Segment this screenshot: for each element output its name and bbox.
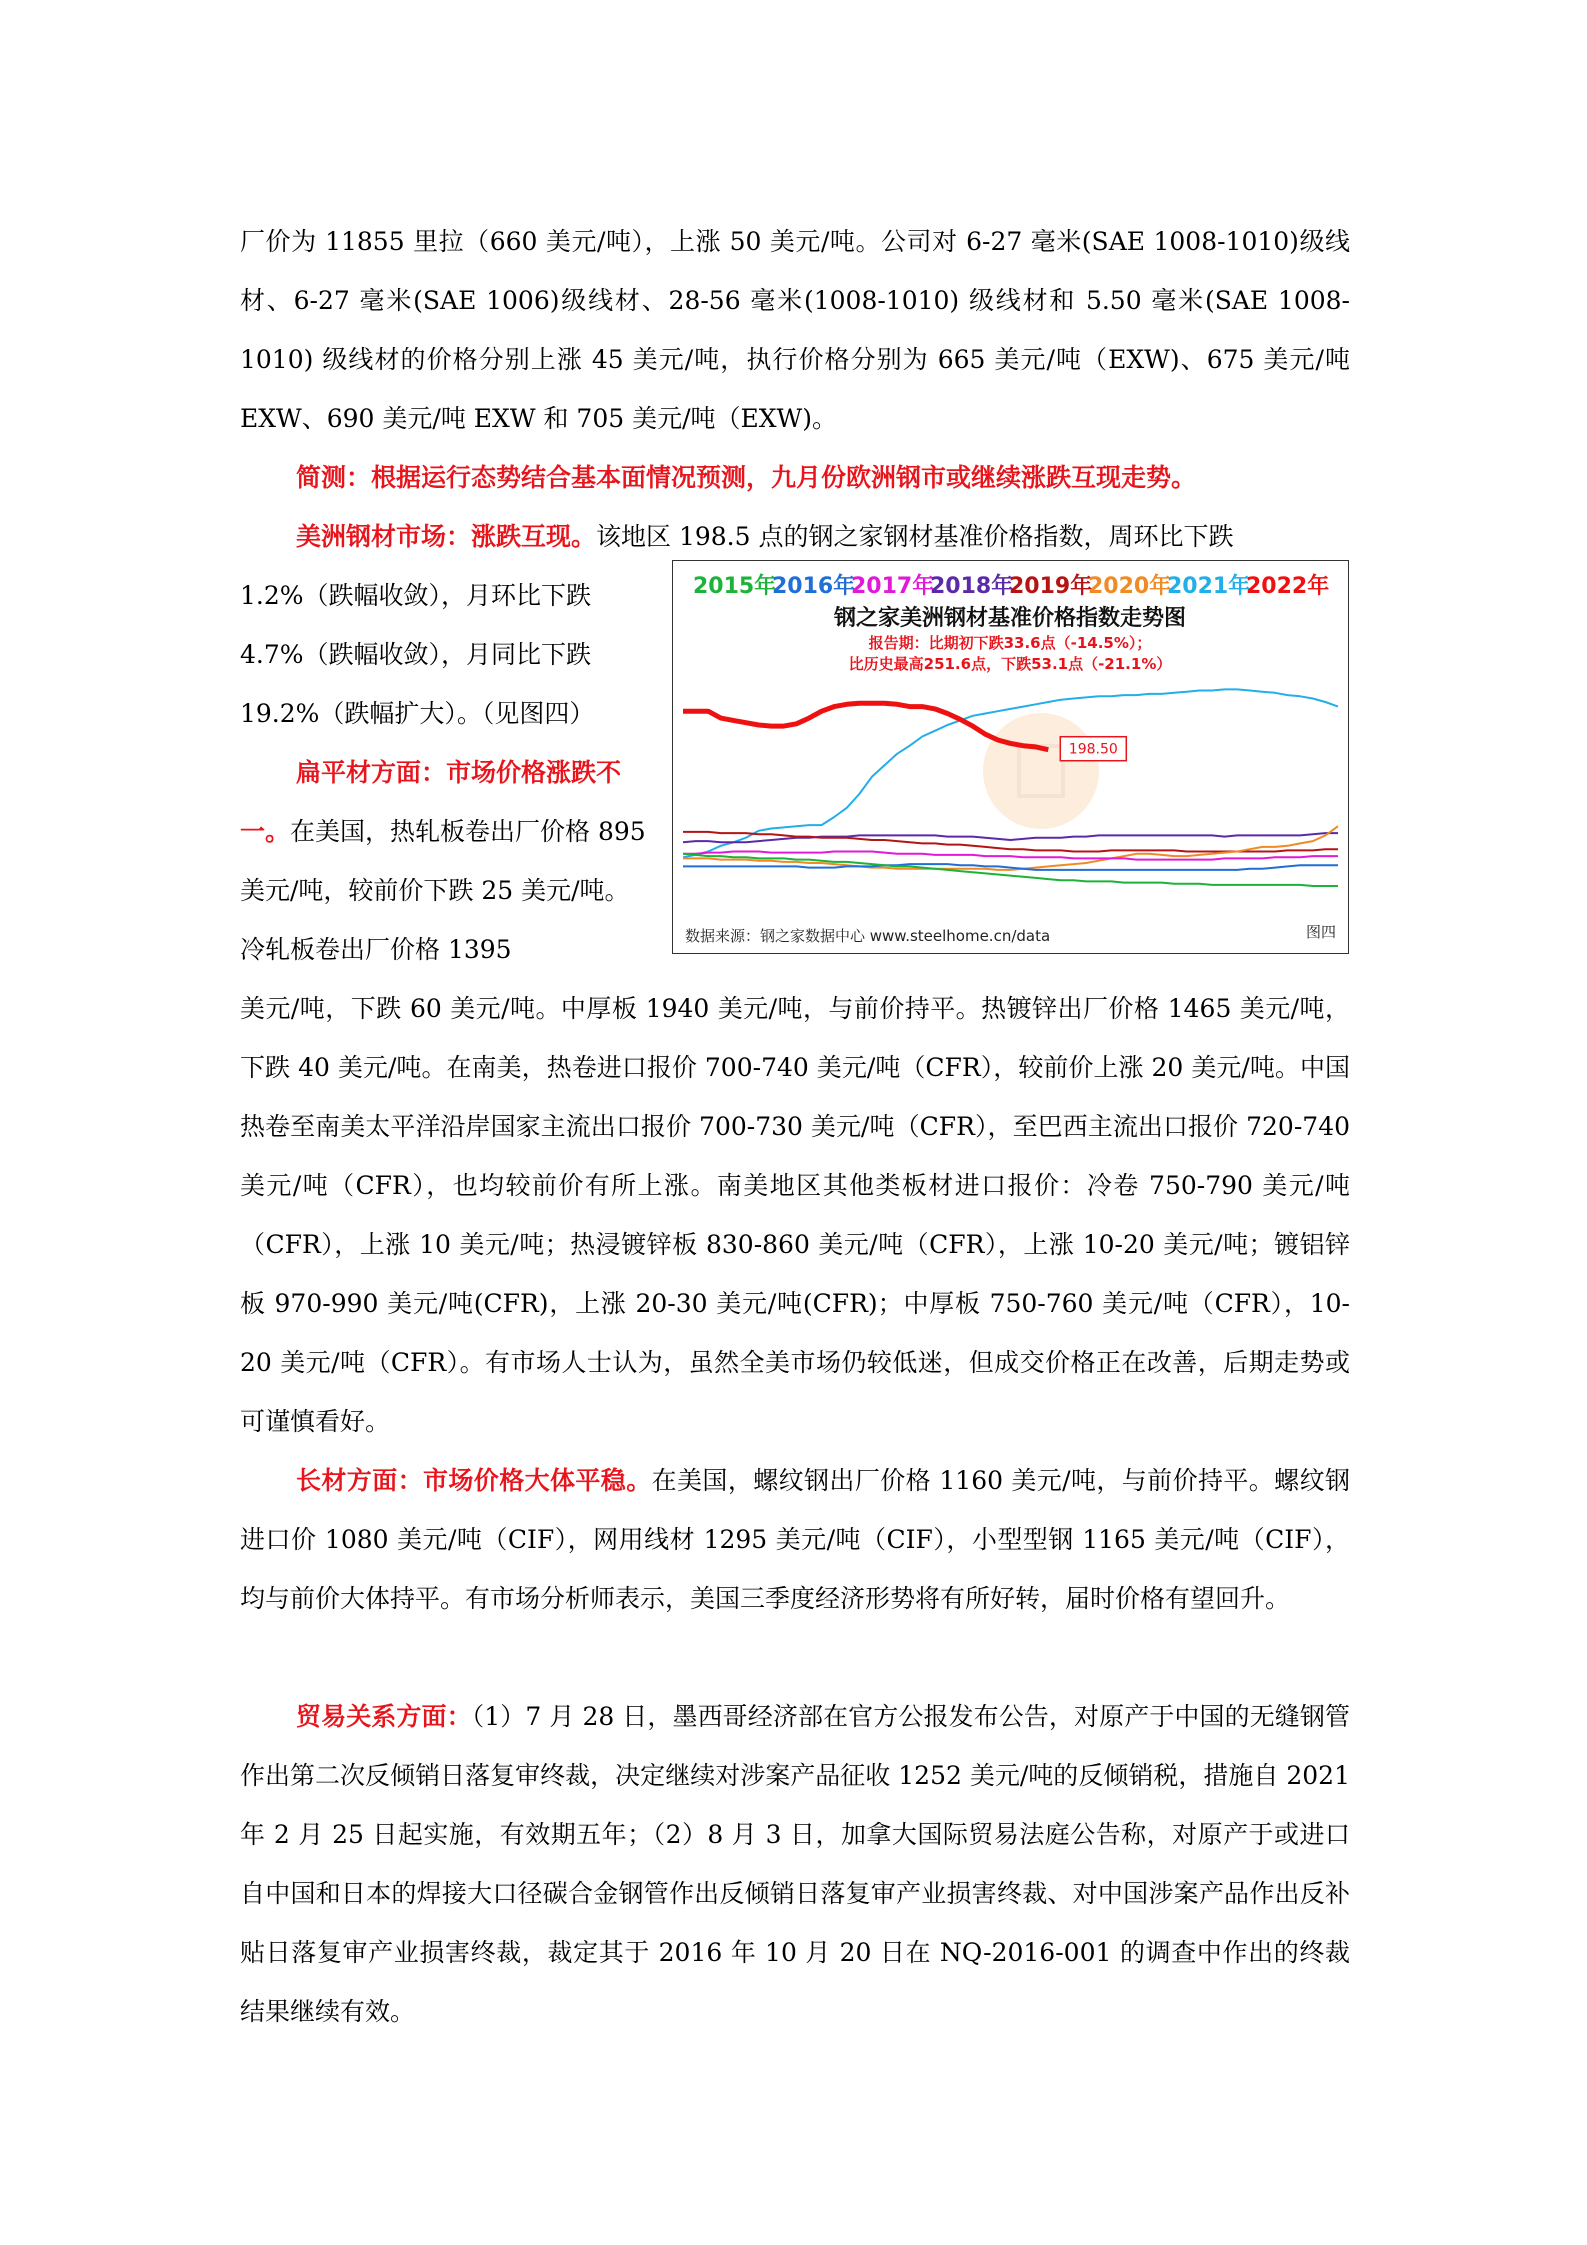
long-products-heading: 长材方面：市场价格大体平稳。: [296, 1466, 652, 1495]
paragraph-trade-relations: [240, 1687, 1350, 2041]
forecast-heading: 简测：根据运行态势结合基本面情况预测，九月份欧洲钢市或继续涨跌互现走势。: [296, 463, 1197, 492]
legend-entry-4: 2019年: [1009, 574, 1093, 599]
flat-products-wrap-text: 在美国，热轧板卷出厂价格 895 美元/吨，较前价下跌 25 美元/吨。冷轧板卷出厂价格 1395: [240, 817, 646, 964]
paragraph-long-products: [240, 1451, 1350, 1628]
legend-entry-6: 2021年: [1167, 574, 1251, 599]
last-value-label: 198.50: [1068, 741, 1118, 758]
legend-entry-3: 2018年: [930, 574, 1014, 599]
americas-index-text: 该地区 198.5 点的钢之家钢材基准价格指数，周环比下跌: [596, 522, 1234, 551]
legend-entry-0: 2015年: [693, 574, 777, 599]
last-value-callout: [1060, 737, 1126, 761]
paragraph-americas-intro: [240, 507, 1350, 566]
paragraph-flat-products: [240, 743, 650, 979]
chart-canvas: [673, 561, 1348, 953]
chart-figure-label: 图四: [1305, 923, 1336, 941]
chart-watermark: [983, 713, 1099, 829]
americas-steel-index-chart: [672, 560, 1349, 954]
long-products-text: 在美国，螺纹钢出厂价格 1160 美元/吨，与前价持平。螺纹钢进口价 1080 美元/吨（CIF），网用线材 1295 美元/吨（CIF），小型型钢 1165 美元/吨（CIF），均与前价大体持平。有市场分析师表示，美国三季度经济形势将有所好转，届时价格有望回升。: [240, 1466, 1350, 1613]
legend-entry-2: 2017年: [851, 574, 935, 599]
paragraph-flat-products-continued: 美元/吨，下跌 60 美元/吨。中厚板 1940 美元/吨，与前价持平。热镀锌出厂价格 1465 美元/吨，下跌 40 美元/吨。在南美，热卷进口报价 700-740 美元/吨（CFR），较前价上涨 20 美元/吨。中国热卷至南美太平洋沿岸国家主流出口报价 700-730 美元/吨（CFR），至巴西主流出口报价 720-740 美元/吨（CFR），也均较前价有所上涨。南美地区其他类板材进口报价：冷卷 750-790 美元/吨（CFR），上涨 10 美元/吨；热浸镀锌板 830-860 美元/吨（CFR），上涨 10-20 美元/吨；镀铝锌板 970-990 美元/吨(CFR)，上涨 20-30 美元/吨(CFR)；中厚板 750-760 美元/吨（CFR），10-20 美元/吨（CFR）。有市场人士认为，虽然全美市场仍较低迷，但成交价格正在改善，后期走势或可谨慎看好。: [240, 994, 1350, 1436]
trade-relations-text: （1）7 月 28 日，墨西哥经济部在官方公报发布公告，对原产于中国的无缝钢管作出第二次反倾销日落复审终裁，决定继续对涉案产品征收 1252 美元/吨的反倾销税，措施自 2021 年 2 月 25 日起实施，有效期五年；（2）8 月 3 日，加拿大国际贸易法庭公告称，对原产于或进口自中国和日本的焊接大口径碳合金钢管作出反倾销日落复审产业损害终裁、对中国涉案产品作出反补贴日落复审产业损害终裁，裁定其于 2016 年 10 月 20 日在 NQ-2016-001 的调查中作出的终裁结果继续有效。: [240, 1702, 1350, 2026]
chart-subtitle-1: 报告期：比期初下跌33.6点（-14.5%）；: [868, 634, 1152, 652]
americas-heading: 美洲钢材市场：涨跌互现。: [296, 522, 597, 551]
chart-subtitle-2: 比历史最高251.6点，下跌53.1点（-21.1%）: [848, 655, 1172, 673]
chart-legend: [693, 573, 1329, 599]
paragraph-wire-rod-prices: 厂价为 11855 里拉（660 美元/吨），上涨 50 美元/吨。公司对 6-27 毫米(SAE 1008-1010)级线材、6-27 毫米(SAE 1006)级线材、28-56 毫米(1008-1010) 级线材和 5.50 毫米(SAE 1008-1010) 级线材的价格分别上涨 45 美元/吨，执行价格分别为 665 美元/吨（EXW)、675 美元/吨 EXW、690 美元/吨 EXW 和 705 美元/吨（EXW)。: [240, 227, 1350, 433]
chart-title: 钢之家美洲钢材基准价格指数走势图: [833, 606, 1187, 631]
series-line-4: [683, 826, 1338, 870]
americas-index-wrap-text: 1.2%（跌幅收敛），月环比下跌 4.7%（跌幅收敛），月同比下跌 19.2%（跌幅扩大）。（见图四）: [240, 581, 595, 728]
legend-entry-1: 2016年: [772, 574, 856, 599]
legend-entry-7: 2022年: [1246, 574, 1330, 599]
chart-source: 数据来源：钢之家数据中心 www.steelhome.cn/data: [685, 927, 1051, 945]
flat-products-heading: 扁平材方面：市场价格涨跌不一。: [240, 758, 622, 846]
legend-entry-5: 2020年: [1088, 574, 1172, 599]
trade-relations-heading: 贸易关系方面：: [296, 1702, 472, 1731]
